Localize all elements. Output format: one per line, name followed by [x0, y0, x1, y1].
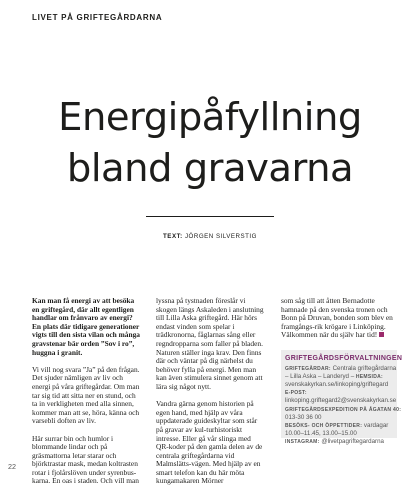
article-paragraph: Vandra gärna genom historien på egen hand, med hjälp av våra uppdaterade guideskyltar som står på gravar av kul-turhistoriskt intresse. Eller gå vår slinga med QR-koder på den gamla delen av de centrala griftegårdarna vid Malmslätts-vägen. Med hjälp av en smart telefon kan du här möta kungamakaren Mörner — [156, 399, 263, 486]
info-phone-value: 013-30 36 00 — [285, 413, 322, 421]
info-hours-value: vardagar — [363, 421, 389, 429]
article-lead: Kan man få energi av att besöka en griftegård, där allt egentligen handlar om frånvaro av energi? En plats där tidigare generationer vigts till den sista vilan och många gravstenar bär orden ”Sov i ro”, huggna i granit. — [32, 296, 140, 357]
info-instagram-value: @livetpagriftegardarna — [321, 437, 385, 445]
page-number: 22 — [8, 462, 16, 471]
info-instagram-label: INSTAGRAM: — [285, 438, 320, 445]
info-homepage-label: HEMSIDA: — [355, 374, 383, 381]
info-hours-value-2: 10.00–11.45, 13.00–15.00 — [285, 429, 357, 437]
info-offices-value: Centrala griftegårdarna — [332, 365, 397, 373]
info-offices-value-2: – Lilla Aska – Landeryd – — [285, 373, 355, 381]
article-title — [0, 92, 420, 194]
info-email-label: E-POST: — [285, 390, 307, 397]
article-closing-text: som såg till att åtten Bernadotte hamnade på den svenska tronen och Bonn på Druvan, bonden som blev en framgångs-rik krögare i Linköping. Välkommen när du själv har tid! — [281, 296, 393, 340]
info-homepage-value: svenskakyrkan.se/linkoping/griftegard — [285, 381, 389, 389]
info-box — [281, 350, 403, 445]
info-instagram — [285, 438, 393, 446]
info-offices — [285, 365, 397, 373]
info-hours-label: BESÖKS- OCH ÖPPETTIDER: — [285, 422, 363, 429]
byline-author: JÖRGEN SILVERSTIG — [184, 233, 257, 240]
article-paragraph: Här surrar bin och humlor i blommande lindar och på gräsmattorna letar starar och björktrastar mask, medan koltrasten rotar i fjolårslöven under syrenbus-karna. En oas i staden. Och vill man — [32, 433, 139, 486]
article-paragraph: Vi vill nog svara ”Ja” på den frågan. Det sjuder nämligen av liv och energi på våra griftegårdar. Om man tar sig tid att sitta ner en stund, och ta in verkligheten med alla sinnen, kommer man att se, höra, känna och varsebli doften av liv. — [32, 364, 140, 426]
article-column-3 — [281, 297, 396, 349]
article-title-line-1: Energipåfyllning — [58, 95, 362, 140]
byline-label: TEXT: — [163, 233, 183, 240]
section-header: LIVET PÅ GRIFTEGÅRDARNA — [32, 13, 163, 22]
article-closing-paragraph — [281, 297, 396, 340]
info-expedition-label: GRIFTEGÅRDSEXPEDITION PÅ ÅGATAN 40: — [285, 406, 402, 413]
article-column-2 — [156, 297, 264, 495]
byline — [0, 233, 420, 240]
info-box-title: GRIFTEGÅRDSFÖRVALTNINGEN — [285, 355, 403, 362]
article-title-line-2: bland gravarna — [66, 146, 354, 191]
article-column-1 — [32, 297, 140, 495]
end-of-article-mark — [379, 332, 384, 337]
info-hours — [285, 422, 393, 430]
info-offices-label: GRIFTEGÅRDAR: — [285, 366, 331, 373]
article-paragraph: lyssna på tystnaden föreslår vi skogen längs Askaleden i anslutning till Lilla Aska griftegård. Här hörs endast vinden som spelar i trädkronorna, fåglarnas sång eller regndropparna som faller på bladen. Naturen ställer inga krav. Den finns där och väntar på dig närhelst du behöver fylla på energi. Men man kan även stimulera sinnet genom att lära sig något nytt. — [156, 296, 264, 391]
title-divider — [146, 216, 274, 217]
info-offices-homepage — [285, 373, 393, 381]
info-email-value: linkoping.griftegard2@svenskakyrkan.se — [285, 397, 397, 405]
